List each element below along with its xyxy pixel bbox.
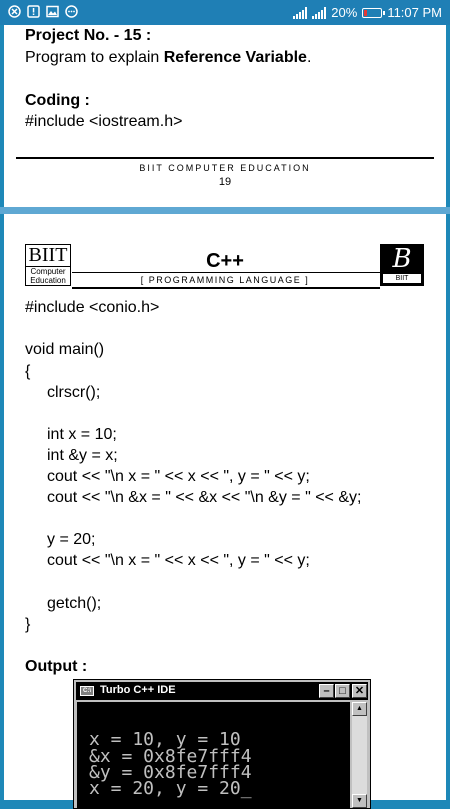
logo-right-tag: BIIT bbox=[383, 274, 421, 283]
header-subtitle: [ PROGRAMMING LANGUAGE ] bbox=[140, 275, 310, 285]
output-label: Output : bbox=[25, 658, 88, 675]
code-line: getch(); bbox=[47, 595, 102, 612]
description-bold: Reference Variable bbox=[163, 49, 307, 66]
alert-icon bbox=[27, 5, 40, 18]
footer-text: BIIT COMPUTER EDUCATION bbox=[139, 163, 311, 173]
description-prefix: Program to explain bbox=[25, 49, 164, 66]
scroll-down-icon[interactable]: ▼ bbox=[352, 794, 367, 808]
signal-icon bbox=[293, 7, 307, 19]
code-line: cout << "\n &x = " << &x << "\n &y = " << &y; bbox=[47, 489, 362, 506]
logo-left-line1: Computer bbox=[26, 266, 70, 276]
page-number: 19 bbox=[218, 176, 232, 188]
code-line: cout << "\n x = " << x << ", y = " << y; bbox=[47, 468, 310, 485]
header-title: C++ bbox=[206, 250, 244, 272]
coding-label: Coding : bbox=[25, 92, 90, 109]
document-page-2 bbox=[4, 214, 446, 804]
code-line: #include <iostream.h> bbox=[25, 113, 183, 130]
logo-left-line2: Education bbox=[30, 276, 66, 285]
ide-title-bar[interactable] bbox=[76, 682, 368, 700]
vertical-scrollbar[interactable] bbox=[352, 702, 367, 808]
logo-right-script: B bbox=[392, 244, 412, 274]
code-line: int x = 10; bbox=[47, 426, 117, 443]
battery-icon bbox=[362, 8, 382, 18]
close-notification-icon bbox=[8, 5, 21, 18]
code-line: { bbox=[25, 363, 31, 380]
ide-title: Turbo C++ IDE bbox=[100, 684, 176, 696]
logo-left-text: BIIT bbox=[28, 244, 68, 266]
console-line: &x = 0x8fe7fff4 bbox=[89, 746, 252, 767]
turbo-cpp-ide-window bbox=[73, 679, 371, 809]
signal-icon-2 bbox=[312, 7, 326, 19]
page-separator bbox=[0, 207, 450, 214]
project-title: Project No. - 15 : bbox=[25, 27, 152, 44]
console-output[interactable] bbox=[77, 702, 350, 808]
console-line: x = 10, y = 10 bbox=[89, 729, 241, 750]
minimize-button[interactable]: – bbox=[319, 684, 334, 698]
footer-rule bbox=[16, 157, 434, 159]
code-line: y = 20; bbox=[47, 531, 96, 548]
message-icon bbox=[65, 5, 78, 18]
maximize-button[interactable]: □ bbox=[335, 684, 350, 698]
console-line: &y = 0x8fe7fff4 bbox=[89, 762, 252, 783]
header-rule-top bbox=[72, 272, 380, 273]
code-line: cout << "\n x = " << x << ", y = " << y; bbox=[47, 552, 310, 569]
biit-logo-right bbox=[380, 244, 424, 286]
header-rule-bottom bbox=[72, 287, 380, 289]
code-line: int &y = x; bbox=[47, 447, 118, 464]
document-page-1 bbox=[4, 25, 446, 207]
clock: 11:07 PM bbox=[387, 5, 442, 20]
scroll-up-icon[interactable]: ▲ bbox=[352, 702, 367, 716]
code-line: #include <conio.h> bbox=[25, 299, 160, 316]
code-line: clrscr(); bbox=[47, 384, 101, 401]
image-icon bbox=[46, 5, 59, 18]
battery-percent: 20% bbox=[331, 5, 358, 20]
code-line: } bbox=[25, 616, 31, 633]
description-suffix: . bbox=[306, 49, 312, 66]
console-line: x = 20, y = 20_ bbox=[89, 778, 252, 799]
console-icon: C:\ bbox=[80, 686, 94, 696]
code-line: void main() bbox=[25, 341, 105, 358]
status-bar bbox=[0, 0, 450, 25]
close-button[interactable]: ✕ bbox=[352, 684, 367, 698]
project-description bbox=[25, 49, 311, 67]
